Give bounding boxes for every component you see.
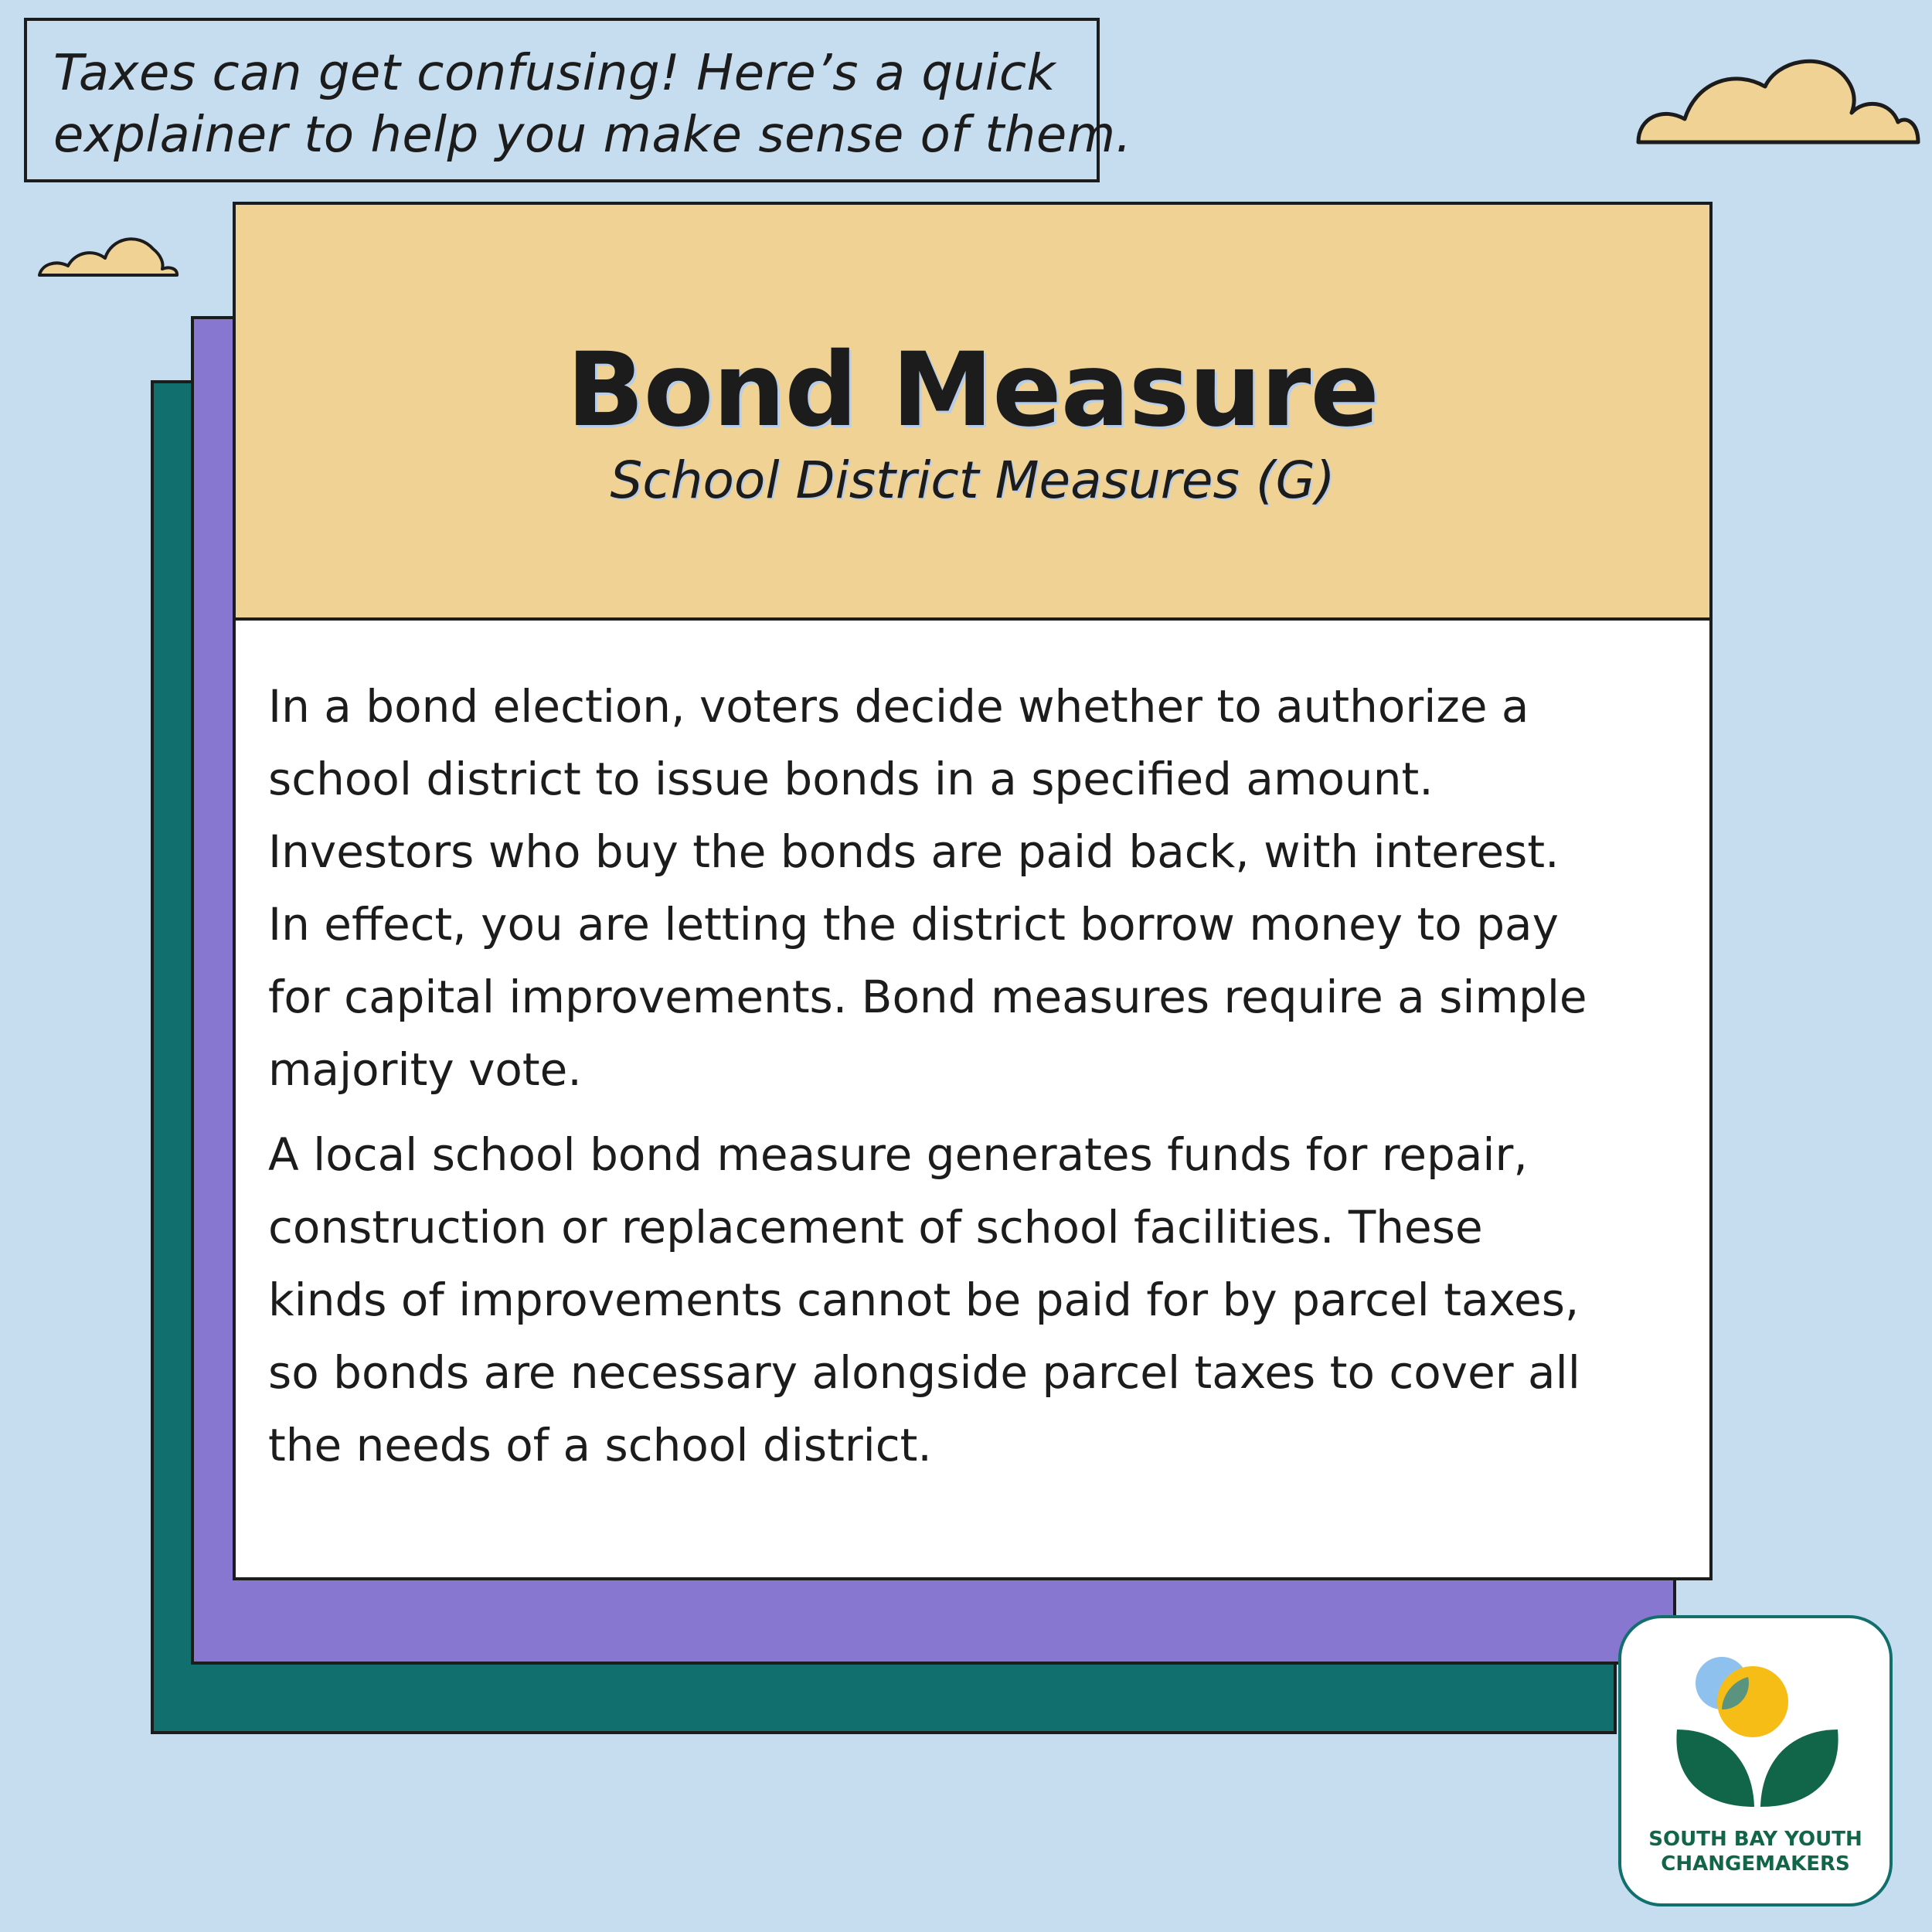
- body-line: In a bond election, voters decide whether to authorize a: [268, 680, 1529, 733]
- card-subtitle: School District Measures (G): [610, 451, 1335, 510]
- card-header: [236, 205, 1709, 621]
- body-line: construction or replacement of school facilities. These: [268, 1201, 1483, 1253]
- logo-line-2: CHANGEMAKERS: [1661, 1852, 1850, 1876]
- card-title: Bond Measure: [566, 331, 1379, 450]
- body-line: In effect, you are letting the district borrow money to pay: [268, 898, 1559, 951]
- body-line: school district to issue bonds in a specified amount.: [268, 753, 1434, 805]
- body-paragraph-1: [268, 670, 1675, 1106]
- body-line: A local school bond measure generates funds for repair,: [268, 1128, 1528, 1181]
- body-line: Investors who buy the bonds are paid back, with interest.: [268, 825, 1560, 878]
- body-line: majority vote.: [268, 1043, 582, 1096]
- body-line: kinds of improvements cannot be paid for by parcel taxes,: [268, 1274, 1580, 1326]
- intro-caption: [24, 18, 1132, 182]
- info-card: [233, 202, 1713, 1580]
- body-line: the needs of a school district.: [268, 1419, 932, 1471]
- card-body: [268, 670, 1675, 1494]
- body-line: so bonds are necessary alongside parcel taxes to cover all: [268, 1346, 1580, 1399]
- logo-badge: [1618, 1615, 1893, 1906]
- sprout-logo-icon: [1672, 1655, 1842, 1810]
- logo-line-1: SOUTH BAY YOUTH: [1648, 1828, 1862, 1851]
- logo-text: [1621, 1827, 1889, 1876]
- body-paragraph-2: [268, 1118, 1675, 1481]
- cloud-small-icon: [37, 229, 179, 278]
- body-line: for capital improvements. Bond measures require a simple: [268, 971, 1587, 1023]
- cloud-large-icon: [1635, 53, 1921, 148]
- intro-line-1: Taxes can get confusing! Here’s a quick: [53, 45, 1056, 102]
- intro-line-2: explainer to help you make sense of them.: [53, 107, 1132, 164]
